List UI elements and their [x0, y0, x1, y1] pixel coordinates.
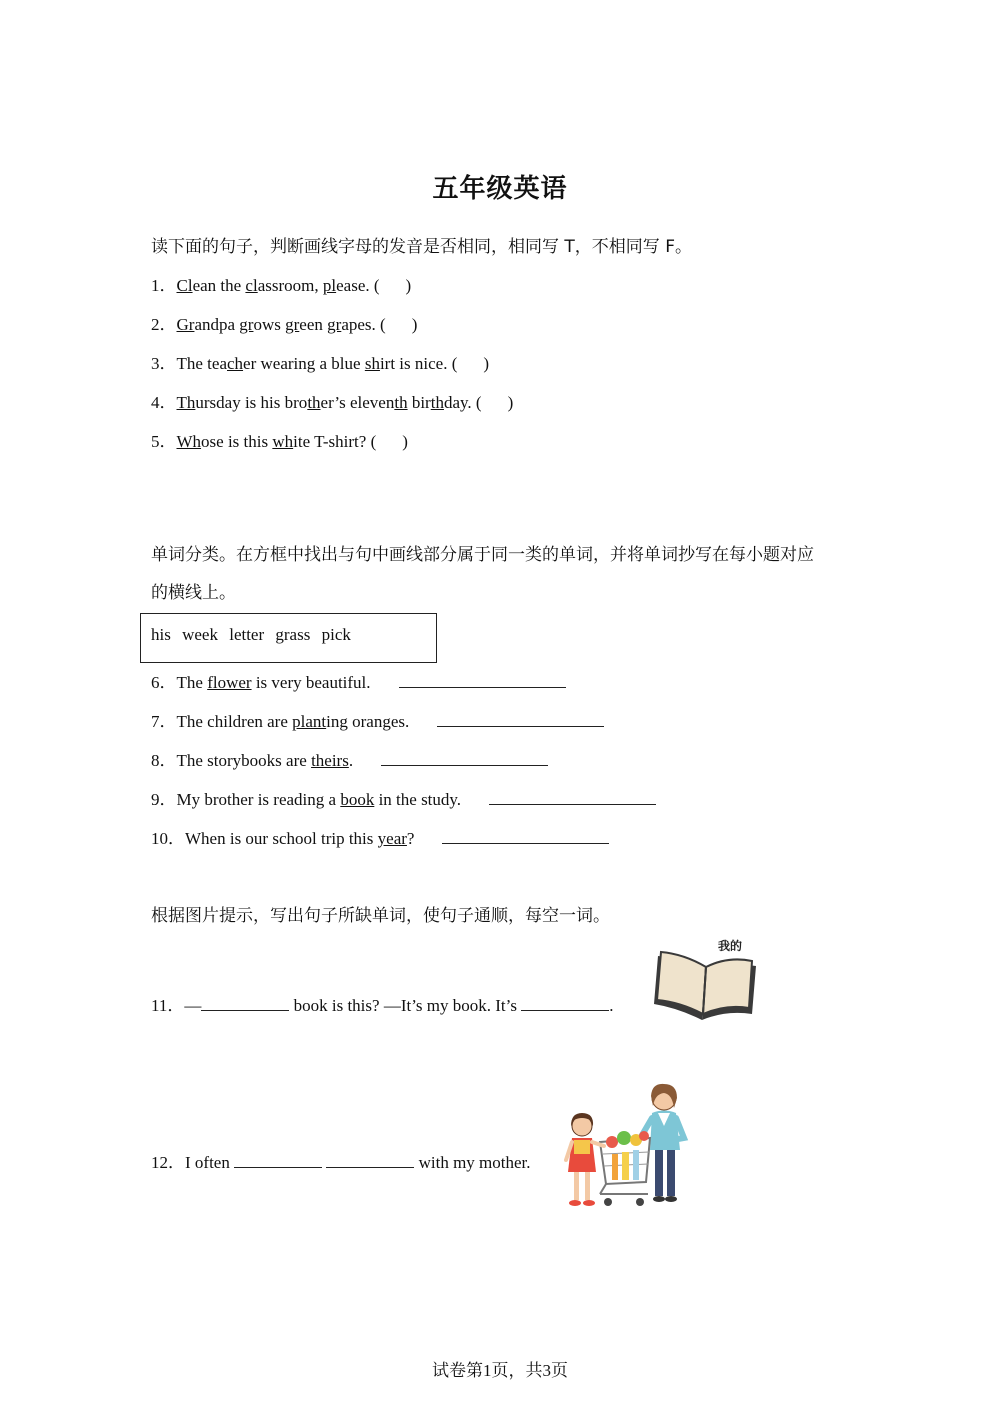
- answer-blank[interactable]: [442, 829, 609, 844]
- underlined-letters: th: [394, 393, 408, 412]
- answer-blank[interactable]: [201, 996, 289, 1011]
- question-3: [151, 349, 489, 374]
- image-label: 我的: [718, 939, 743, 953]
- question-text: .: [609, 996, 614, 1015]
- question-number: 5．: [151, 432, 177, 451]
- question-text: ite T-shirt? (: [293, 432, 377, 451]
- question-10: [151, 824, 609, 849]
- dash: —: [184, 996, 202, 1015]
- word-box: [140, 613, 437, 663]
- close-paren: ): [411, 315, 418, 334]
- question-text: .: [348, 751, 354, 770]
- question-text: The children are: [176, 712, 293, 731]
- question-number: 2．: [151, 315, 177, 334]
- close-paren: ): [402, 432, 408, 451]
- answer-blank[interactable]: [234, 1153, 322, 1168]
- question-number: 10．: [151, 829, 185, 848]
- underlined-letters: Cl: [176, 276, 193, 295]
- question-9: [151, 785, 656, 810]
- close-paren: ): [483, 354, 490, 373]
- question-text: book is this? —It’s my book. It’s: [289, 996, 522, 1015]
- question-5: [151, 427, 408, 452]
- answer-blank[interactable]: [489, 790, 656, 805]
- word-box-item: grass: [275, 625, 311, 644]
- question-text: assroom,: [257, 276, 323, 295]
- answer-blank[interactable]: [399, 673, 566, 688]
- question-text: ing oranges.: [326, 712, 410, 731]
- underlined-letters: book: [340, 790, 375, 809]
- question-text: bir: [407, 393, 431, 412]
- section1-instruction: 读下面的句子，判断画线字母的发音是否相同，相同写 T，不相同写 F。: [151, 237, 692, 257]
- underlined-letters: year: [377, 829, 407, 848]
- question-text: My brother is reading a: [176, 790, 341, 809]
- question-number: 4．: [151, 393, 177, 412]
- underlined-letters: gr: [285, 315, 300, 334]
- question-text: The storybooks are: [176, 751, 312, 770]
- question-text: ean the: [192, 276, 246, 295]
- question-6: [151, 668, 566, 693]
- question-text: ursday is his bro: [195, 393, 308, 412]
- question-8: [151, 746, 548, 771]
- question-number: 12．: [151, 1153, 185, 1172]
- section2-instruction-line2: 的横线上。: [151, 583, 236, 603]
- underlined-letters: Th: [176, 393, 196, 412]
- question-text: irt is nice. (: [379, 354, 458, 373]
- footer-text: 页: [551, 1361, 568, 1381]
- underlined-letters: th: [430, 393, 444, 412]
- question-11: [151, 991, 614, 1016]
- word-box-item: his: [151, 625, 171, 644]
- question-text: ease. (: [336, 276, 380, 295]
- answer-blank[interactable]: [521, 996, 609, 1011]
- word-box-item: letter: [229, 625, 265, 644]
- underlined-letters: gr: [327, 315, 342, 334]
- underlined-letters: ch: [227, 354, 244, 373]
- page-footer: [0, 1356, 1000, 1381]
- question-4: [151, 388, 513, 413]
- question-number: 8．: [151, 751, 177, 770]
- question-text: ose is this: [201, 432, 273, 451]
- question-2: [151, 310, 417, 335]
- question-text: When is our school trip this: [185, 829, 378, 848]
- question-text: andpa: [194, 315, 240, 334]
- answer-blank[interactable]: [326, 1153, 414, 1168]
- underlined-letters: plant: [292, 712, 327, 731]
- question-1: [151, 271, 411, 296]
- question-text: er’s eleven: [320, 393, 395, 412]
- question-text: ?: [406, 829, 415, 848]
- question-number: 7．: [151, 712, 177, 731]
- page-title: 五年级英语: [432, 174, 568, 204]
- underlined-letters: Wh: [176, 432, 202, 451]
- question-7: [151, 707, 604, 732]
- underlined-letters: th: [307, 393, 321, 412]
- underlined-letters: gr: [239, 315, 254, 334]
- question-number: 11．: [151, 996, 185, 1015]
- underlined-letters: cl: [245, 276, 258, 295]
- question-text: I often: [185, 1153, 235, 1172]
- footer-text: 试卷第: [432, 1361, 483, 1381]
- underlined-letters: theirs: [311, 751, 349, 770]
- underlined-letters: wh: [272, 432, 294, 451]
- underlined-letters: pl: [322, 276, 337, 295]
- question-text: in the study.: [374, 790, 462, 809]
- close-paren: ): [507, 393, 514, 412]
- word-box-item: week: [182, 625, 218, 644]
- question-text: The tea: [176, 354, 227, 373]
- question-text: een: [299, 315, 328, 334]
- question-number: 6．: [151, 673, 177, 692]
- question-text: er wearing a blue: [243, 354, 365, 373]
- question-text: ows: [253, 315, 286, 334]
- underlined-letters: sh: [364, 354, 380, 373]
- footer-total: 3: [542, 1361, 551, 1380]
- question-text: is very beautiful.: [251, 673, 371, 692]
- answer-blank[interactable]: [437, 712, 604, 727]
- question-number: 3．: [151, 354, 177, 373]
- footer-page: 1: [483, 1361, 492, 1380]
- footer-text: 页，共: [491, 1361, 543, 1381]
- underlined-letters: flower: [207, 673, 252, 692]
- word-box-item: pick: [321, 625, 351, 644]
- underlined-letters: Gr: [176, 315, 195, 334]
- open-book-icon: [648, 934, 760, 1028]
- question-12: [151, 1148, 531, 1173]
- question-text: apes. (: [341, 315, 386, 334]
- close-paren: ): [405, 276, 412, 295]
- section2-instruction-line1: 单词分类。在方框中找出与句中画线部分属于同一类的单词，并将单词抄写在每小题对应: [151, 545, 814, 565]
- question-text: day. (: [443, 393, 482, 412]
- question-number: 1．: [151, 276, 177, 295]
- question-text: with my mother.: [414, 1153, 531, 1172]
- shopping-illustration: [560, 1080, 695, 1215]
- question-number: 9．: [151, 790, 177, 809]
- section3-instruction: 根据图片提示，写出句子所缺单词，使句子通顺，每空一词。: [151, 906, 610, 926]
- answer-blank[interactable]: [381, 751, 548, 766]
- question-text: The: [176, 673, 208, 692]
